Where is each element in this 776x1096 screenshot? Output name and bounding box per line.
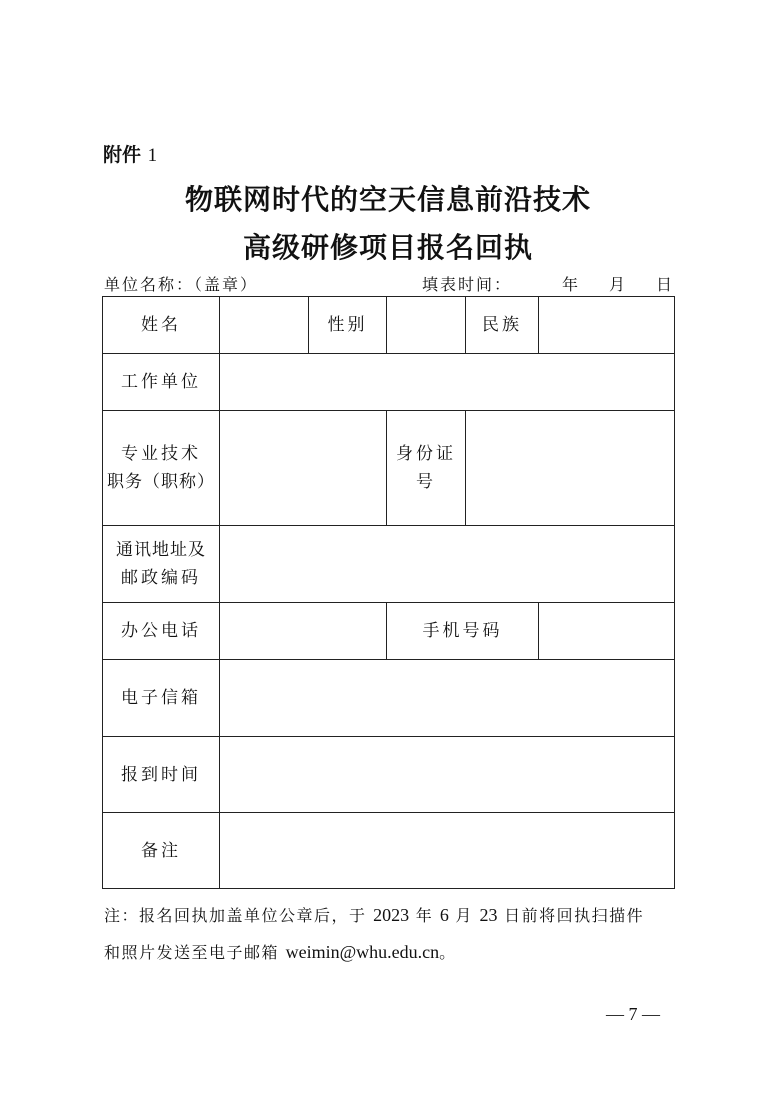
ethnicity-label: 民族 [466, 297, 539, 354]
address-line2: 邮政编码 [121, 568, 201, 588]
attachment-number: 1 [147, 145, 158, 166]
page-number: — 7 — [606, 1004, 660, 1024]
note-text: 注：报名回执加盖单位公章后，于 [104, 906, 367, 925]
work-unit-label: 工作单位 [103, 354, 220, 411]
mobile-field[interactable] [539, 603, 675, 660]
professional-title-field[interactable] [220, 411, 387, 526]
address-field[interactable] [220, 526, 675, 603]
note-text: 。 [439, 943, 457, 962]
ethnicity-field[interactable] [539, 297, 675, 354]
document-title-line2: 高级研修项目报名回执 [242, 231, 533, 264]
work-unit-field[interactable] [220, 354, 675, 411]
note-line2 [104, 940, 457, 963]
gender-label: 性别 [309, 297, 387, 354]
year-label: 年 [562, 275, 579, 294]
remarks-label: 备注 [103, 813, 220, 889]
id-number-field[interactable] [466, 411, 675, 526]
id-number-label: 身份证号 [387, 411, 466, 526]
note-text: 月 [455, 906, 473, 925]
professional-title-line1: 专业技术 [121, 444, 201, 464]
mobile-label: 手机号码 [387, 603, 539, 660]
deadline-year: 2023 [373, 905, 410, 925]
arrival-time-label: 报到时间 [103, 737, 220, 813]
remarks-field[interactable] [220, 813, 675, 889]
professional-title-line2: 职务（职称） [107, 472, 215, 492]
fill-time-label: 填表时间： [422, 275, 513, 294]
arrival-time-field[interactable] [220, 737, 675, 813]
deadline-month: 6 [439, 905, 449, 925]
email-label: 电子信箱 [103, 660, 220, 737]
note-text: 年 [415, 906, 434, 925]
deadline-day: 23 [479, 905, 498, 925]
unit-name-label: 单位名称：（盖章） [104, 275, 259, 294]
name-field[interactable] [220, 297, 309, 354]
document-title-line1: 物联网时代的空天信息前沿技术 [184, 183, 591, 216]
registration-form [102, 296, 675, 889]
email-field[interactable] [220, 660, 675, 737]
professional-title-label [103, 411, 220, 526]
day-label: 日 [655, 275, 672, 294]
attachment-text: 附件 [103, 144, 142, 166]
note-text: 和照片发送至电子邮箱 [104, 943, 280, 962]
attachment-label [103, 140, 157, 167]
name-label: 姓名 [103, 297, 220, 354]
note-text: 日前将回执扫描件 [504, 906, 645, 925]
contact-email-link[interactable]: weimin@whu.edu.cn [285, 942, 440, 962]
office-phone-label: 办公电话 [103, 603, 220, 660]
note-line1 [104, 903, 644, 926]
office-phone-field[interactable] [220, 603, 387, 660]
gender-field[interactable] [387, 297, 466, 354]
fill-date [562, 272, 672, 295]
month-label: 月 [608, 275, 625, 294]
address-label [103, 526, 220, 603]
address-line1: 通讯地址及 [116, 540, 206, 560]
